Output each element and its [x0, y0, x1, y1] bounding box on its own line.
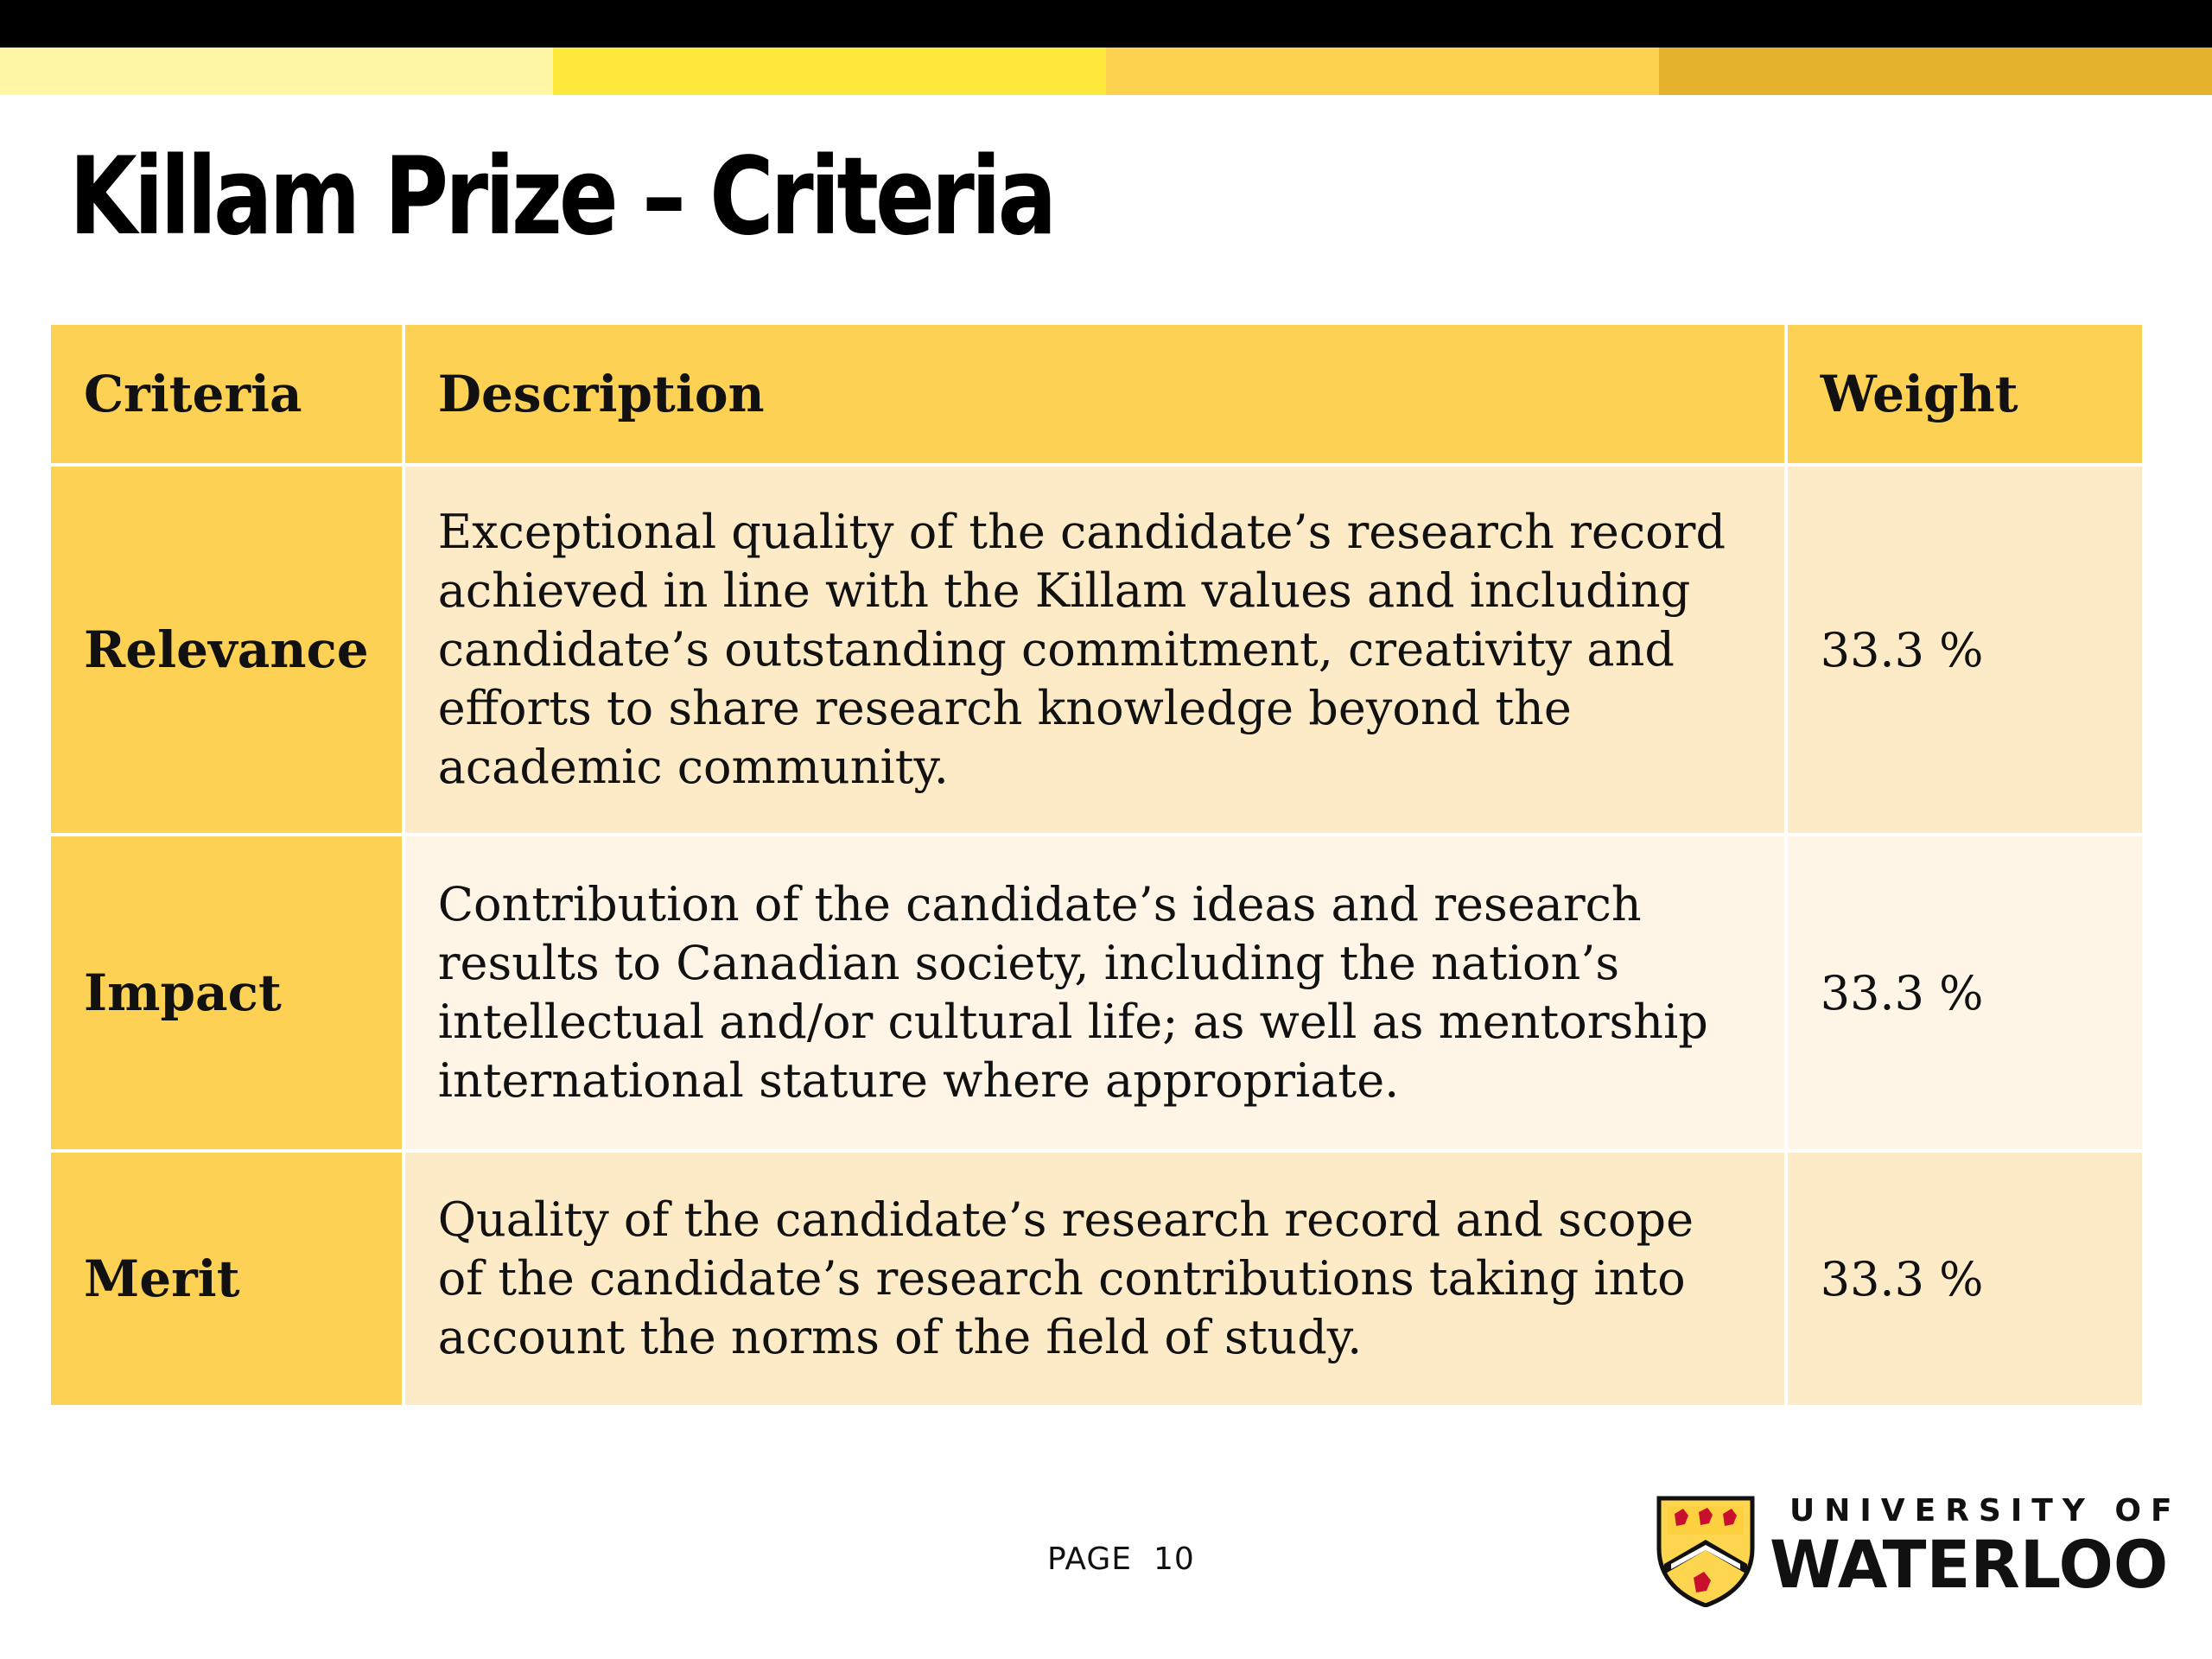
weight-cell: 33.3 % — [1788, 836, 2142, 1149]
stripe-1 — [0, 48, 553, 95]
university-logo — [1656, 1488, 2182, 1609]
page-number — [1047, 1541, 1195, 1577]
weight-cell: 33.3 % — [1788, 1153, 2142, 1405]
criteria-cell: Merit — [51, 1153, 402, 1405]
header-weight: Weight — [1788, 325, 2142, 463]
header-criteria: Criteria — [51, 325, 402, 463]
table-header-row — [51, 325, 2142, 463]
university-crest-icon — [1656, 1495, 1756, 1607]
table-row — [51, 1153, 2142, 1405]
table-row — [51, 467, 2142, 833]
color-stripe-bar — [0, 48, 2212, 95]
criteria-table — [48, 321, 2145, 1408]
logo-line-2: WATERLOO — [1770, 1526, 2169, 1603]
description-cell: Contribution of the candidate’s ideas and research results to Canadian society, including the nation’s intellectual and/or cultural life; as well as mentorship international stature where appropriate. — [405, 836, 1784, 1149]
top-black-bar — [0, 0, 2212, 48]
header-description: Description — [405, 325, 1784, 463]
description-cell: Exceptional quality of the candidate’s research record achieved in line with the Killam values and including candidate’s outstanding commitment, creativity and efforts to share research knowledge beyond the academic community. — [405, 467, 1784, 833]
page-label: PAGE — [1047, 1541, 1133, 1577]
stripe-3 — [1106, 48, 1659, 95]
slide-title: Killam Prize – Criteria — [69, 135, 1054, 259]
table-row — [51, 836, 2142, 1149]
logo-line-1: UNIVERSITY OF — [1789, 1493, 2182, 1529]
stripe-2 — [553, 48, 1106, 95]
weight-cell: 33.3 % — [1788, 467, 2142, 833]
page-number-value: 10 — [1153, 1541, 1195, 1577]
description-cell: Quality of the candidate’s research record and scope of the candidate’s research contributions taking into account the norms of the field of study. — [405, 1153, 1784, 1405]
stripe-4 — [1659, 48, 2212, 95]
criteria-cell: Impact — [51, 836, 402, 1149]
criteria-cell: Relevance — [51, 467, 402, 833]
